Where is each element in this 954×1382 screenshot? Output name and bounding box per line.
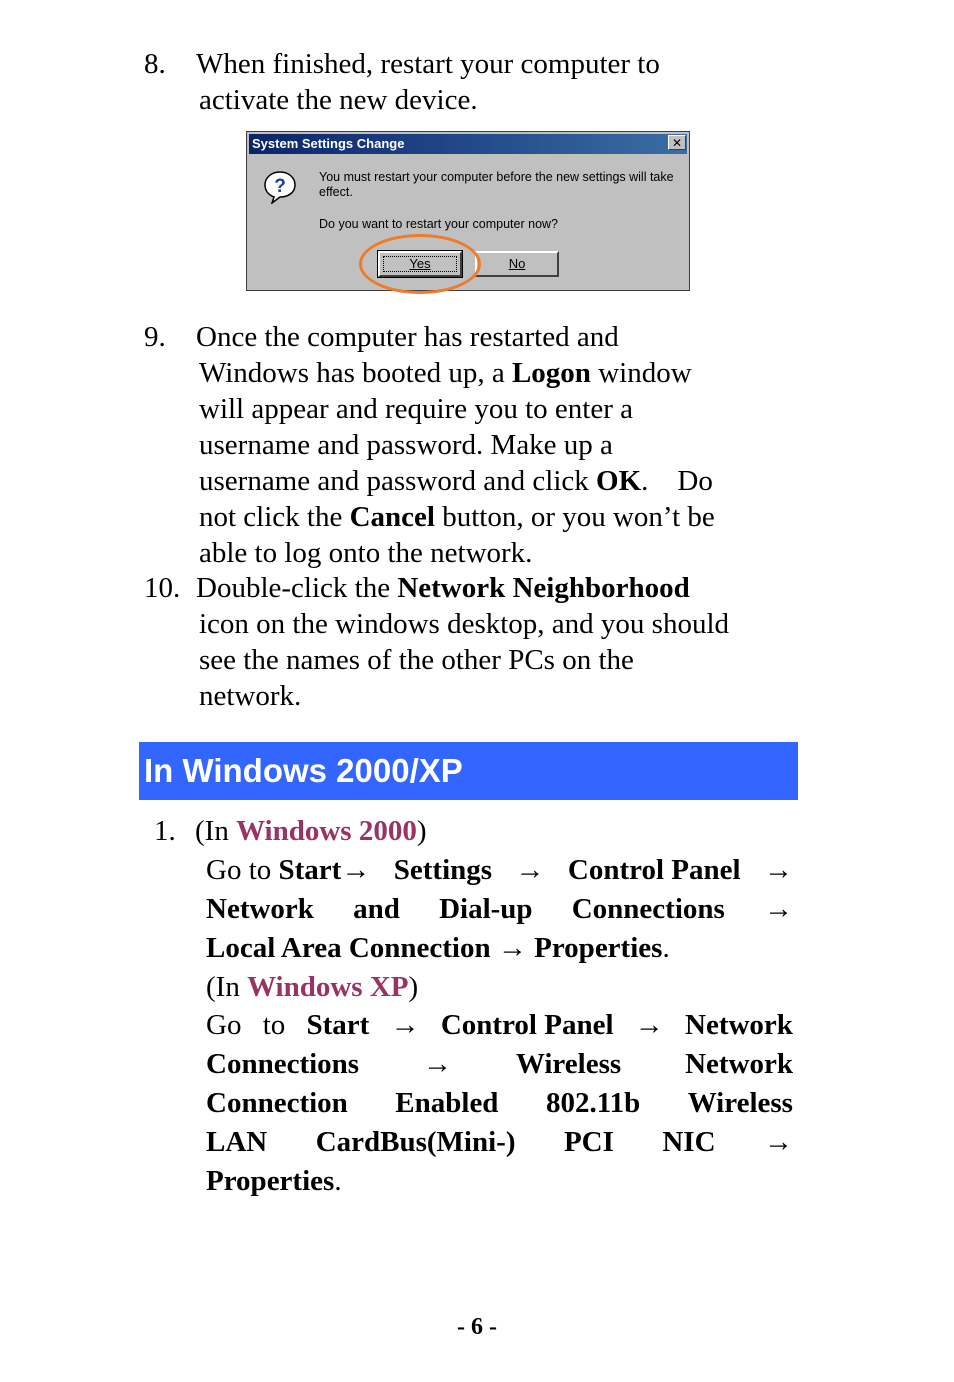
path-settings: Settings	[393, 854, 493, 886]
text-run: )	[408, 971, 419, 1003]
path-lan: LAN	[206, 1126, 268, 1158]
path-network: Network	[685, 1048, 793, 1080]
path-control-panel: Control Panel	[440, 1009, 614, 1041]
dialog-question: Do you want to restart your computer now?	[319, 217, 559, 231]
step-text: able to log onto the network.	[199, 537, 533, 569]
text-run: . Do	[641, 465, 713, 497]
text-run: .	[662, 932, 670, 964]
dialog-message-line: You must restart your computer before the new settings will take	[319, 170, 674, 184]
step-text	[144, 570, 729, 606]
text-run: to	[262, 1009, 286, 1041]
step-number: 8.	[144, 48, 166, 80]
path-network: Network	[206, 893, 314, 925]
arrow-icon: →	[763, 854, 793, 886]
step-10	[144, 570, 729, 714]
step-number: 9.	[144, 321, 166, 353]
step-9	[144, 319, 715, 571]
path-line	[206, 1123, 793, 1162]
arrow-icon: →	[422, 1048, 452, 1080]
cancel-term: Cancel	[349, 501, 435, 533]
text-run: (In	[195, 815, 237, 847]
step-text: activate the new device.	[199, 84, 478, 116]
dialog-title-bar	[249, 134, 687, 154]
step-text: Once the computer has restarted and	[196, 321, 619, 353]
path-start: Start	[306, 1009, 370, 1041]
path-nic: NIC	[662, 1126, 716, 1158]
path-line	[206, 1162, 793, 1201]
path-line	[206, 851, 793, 890]
path-connection: Connection	[206, 1087, 348, 1119]
text-run: Double-click the	[196, 572, 398, 604]
path-wireless: Wireless	[687, 1087, 793, 1119]
path-properties: Properties	[206, 1165, 335, 1197]
path-network: Network	[685, 1009, 793, 1041]
svg-text:?: ?	[274, 176, 286, 197]
no-button-label: No	[508, 256, 526, 271]
step-text: username and password. Make up a	[199, 429, 613, 461]
step-text: When finished, restart your computer to	[196, 48, 660, 80]
text-run: Windows has booted up, a	[199, 357, 512, 389]
dialog-message-line: effect.	[319, 185, 353, 199]
path-dialup: Dial-up	[439, 893, 533, 925]
path-properties: Properties	[534, 932, 663, 964]
arrow-icon: →	[515, 854, 545, 886]
step-number: 1.	[154, 815, 176, 847]
step-1-number-row	[154, 812, 427, 851]
path-control-panel: Control Panel	[567, 854, 741, 886]
dialog-message	[319, 170, 674, 200]
arrow-icon: →	[497, 932, 527, 964]
ok-term: OK	[596, 465, 642, 497]
close-icon[interactable]: ✕	[668, 135, 686, 150]
text-run: (In	[206, 971, 248, 1003]
path-line	[206, 929, 793, 968]
windows-2000-label: Windows 2000	[236, 815, 417, 847]
arrow-icon: →	[634, 1009, 664, 1041]
step-text: network.	[199, 680, 302, 712]
step-number: 10.	[144, 572, 181, 604]
path-and: and	[353, 893, 400, 925]
path-connections: Connections	[206, 1048, 360, 1080]
step-text	[144, 463, 715, 499]
text-run: not click the	[199, 501, 350, 533]
question-icon	[263, 170, 297, 204]
arrow-icon: →	[763, 1126, 793, 1158]
arrow-icon: →	[764, 893, 793, 925]
yes-button-label: Yes	[409, 256, 431, 271]
path-enabled: Enabled	[395, 1087, 499, 1119]
path-start: Start	[278, 854, 342, 886]
step-8	[144, 46, 660, 118]
text-run: username and password and click	[199, 465, 597, 497]
step-text	[144, 499, 715, 535]
path-line	[206, 1006, 793, 1045]
text-run: Go to	[206, 854, 279, 886]
network-neighborhood-term: Network Neighborhood	[397, 572, 690, 604]
arrow-icon: →	[390, 1009, 420, 1041]
w2k-path	[206, 851, 793, 1201]
step-text	[144, 355, 715, 391]
logon-term: Logon	[511, 357, 591, 389]
path-line	[206, 1084, 793, 1123]
path-segment	[206, 851, 370, 890]
path-wireless: Wireless	[515, 1048, 622, 1080]
section-heading	[139, 742, 798, 800]
xp-intro	[206, 968, 793, 1006]
text-run: )	[416, 815, 427, 847]
dialog-title: System Settings Change	[252, 136, 405, 151]
path-connections: Connections	[571, 893, 725, 925]
text-run: Go	[206, 1009, 242, 1041]
text-run: .	[334, 1165, 342, 1197]
page-number: - 6 -	[457, 1314, 497, 1340]
path-line	[206, 1045, 793, 1084]
arrow-icon: →	[341, 854, 371, 886]
step-text: see the names of the other PCs on the	[199, 644, 634, 676]
step-text: icon on the windows desktop, and you should	[199, 608, 730, 640]
path-local-area-connection: Local Area Connection	[206, 932, 491, 964]
windows-xp-label: Windows XP	[247, 971, 409, 1003]
path-80211b: 802.11b	[545, 1087, 641, 1119]
step-text: will appear and require you to enter a	[199, 393, 634, 425]
text-run: window	[590, 357, 692, 389]
text-run: button, or you won’t be	[434, 501, 715, 533]
path-line	[206, 890, 793, 929]
path-cardbus: CardBus(Mini-)	[315, 1126, 516, 1158]
no-button[interactable]	[475, 251, 559, 277]
w2k-intro	[195, 815, 427, 847]
path-pci: PCI	[563, 1126, 614, 1158]
section-title: In Windows 2000/XP	[144, 752, 463, 789]
yes-highlight-ring	[359, 234, 481, 294]
